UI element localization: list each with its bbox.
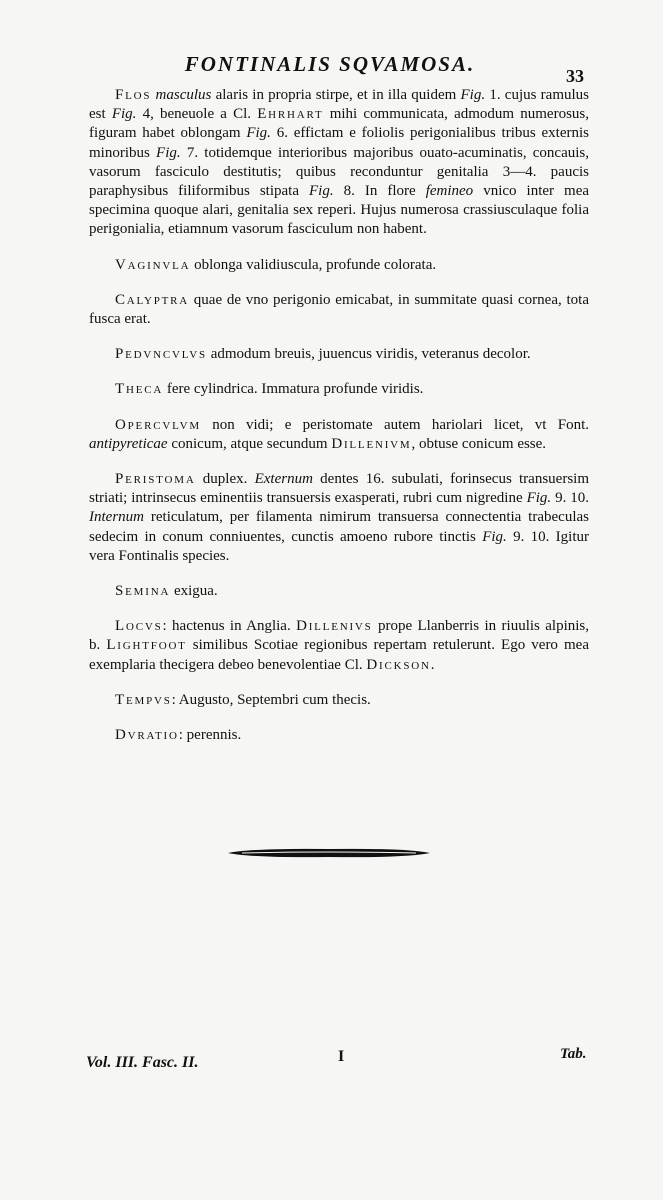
fig-ref: Fig. [482, 528, 507, 545]
italic-text: femineo [425, 183, 474, 200]
text: : hactenus in Anglia. [162, 618, 297, 635]
text: oblonga validiuscula, profunde colorata. [190, 256, 437, 273]
ornament-rule [228, 844, 430, 862]
text: fere cylindrica. Immatura profunde viridis. [163, 381, 424, 398]
text: conicum, atque secundum [167, 435, 332, 452]
body-text [89, 86, 589, 761]
text: quae de vno perigonio emicabat, in summitate quasi cornea, tota fusca erat. [89, 291, 589, 328]
author-name: Dillenivm [331, 435, 412, 452]
author-name: Ehrhart [257, 106, 324, 123]
term-semina: Semina [115, 583, 171, 600]
term-locus: Locvs [115, 618, 163, 635]
paragraph-semina [89, 582, 589, 601]
text: exigua. [170, 583, 218, 600]
text: : Augusto, Septembri cum thecis. [171, 691, 371, 708]
paragraph-operculum [89, 416, 589, 454]
fig-ref: Fig. [246, 125, 271, 142]
italic-text: Internum [89, 509, 144, 526]
paragraph-peristoma [89, 470, 589, 566]
fig-ref: Fig. [526, 490, 552, 507]
fig-ref: Fig. [111, 106, 137, 123]
text: 4, beneuole a Cl. [136, 106, 258, 123]
term-tempus: Tempvs [115, 691, 172, 708]
text: 9. 10. [551, 490, 590, 507]
text: . [430, 656, 435, 673]
text: non vidi; e peristomate autem hariolari licet, vt Font. [200, 416, 589, 433]
author-name: Dillenivs [296, 618, 373, 635]
volume-signature: Vol. III. Fasc. II. [86, 1054, 199, 1071]
italic-text: Externum [254, 471, 313, 488]
paragraph-vaginula [89, 256, 589, 275]
paragraph-pedunculus [89, 345, 589, 364]
text: reticulatum, per filamenta nimirum transuersa connectentia trabeculas sedecim in conum conniuentes, cunctis amoeno rubore tinctis [89, 509, 589, 545]
text: prope Llanberris in riuulis alpinis, b. [89, 618, 589, 654]
page-number: 33 [566, 66, 584, 86]
text: 6. effictam e foliolis perigonialibus tribus externis minoribus [89, 125, 589, 161]
text: dentes 16. subulati, forinsecus transuersim striati; intrinsecus eminentiis transuersis exasperati, rubri cum nigredine [89, 471, 590, 507]
text: alaris in propria stirpe, et in illa quidem [211, 87, 461, 103]
running-head-title: FONTINALIS SQVAMOSA. [184, 52, 476, 76]
term-pedunculus: Pedvncvlvs [115, 346, 207, 363]
text: admodum breuis, juuencus viridis, veteranus decolor. [206, 346, 531, 363]
fig-ref: Fig. [156, 144, 181, 161]
paragraph-locus [89, 617, 589, 675]
fig-ref: Fig. [460, 87, 486, 103]
text: vnico inter mea specimina quoque alari, genitalia sex reperi. Hujus numerosa crassiusculaque folia perigonialia, etiamnum vasorum fasciculum non habent. [89, 183, 590, 238]
paragraph-calyptra [89, 291, 589, 329]
term-operculum: Opercvlvm [115, 416, 201, 433]
text: mihi communicata, admodum numerosus, figuram habet oblongam [89, 106, 589, 142]
term-calyptra: Calyptra [115, 291, 190, 308]
signature-mark: I [338, 1048, 345, 1065]
text: 7. totidemque interioribus majoribus ouato-acuminatis, concauis, vasorum fasciculo destitutis; quibus reconduntur genitalia 3—4. paucis paraphysibus filiformibus stipata [89, 144, 589, 200]
text: 1. cujus ramulus est [89, 87, 589, 123]
term-theca: Theca [115, 381, 164, 398]
author-name: Lightfoot [106, 637, 187, 654]
text: , obtuse conicum esse. [411, 435, 547, 452]
paragraph-tempus [89, 691, 589, 710]
term-flos: Flos [115, 87, 152, 103]
text: 9. 10. Igitur vera Fontinalis species. [89, 528, 589, 564]
text: similibus Scotiae regionibus repertam retulerunt. Ego vero mea exemplaria thecigera debeo benevolentiae Cl. [89, 637, 589, 673]
paragraph-theca [89, 380, 589, 399]
text: : perennis. [178, 727, 242, 744]
fig-ref: Fig. [309, 183, 334, 200]
catchword: Tab. [560, 1046, 587, 1062]
paragraph-flos [89, 86, 589, 240]
italic-text: antipyreticae [89, 435, 168, 452]
text: duplex. [195, 471, 255, 488]
term-duratio: Dvratio [115, 727, 179, 744]
text: 8. In flore [333, 183, 426, 200]
term-vaginula: Vaginvla [115, 256, 191, 273]
term-peristoma: Peristoma [115, 471, 196, 488]
paragraph-duratio [89, 726, 589, 745]
author-name: Dickson [366, 656, 431, 673]
italic-text: masculus [155, 87, 212, 103]
